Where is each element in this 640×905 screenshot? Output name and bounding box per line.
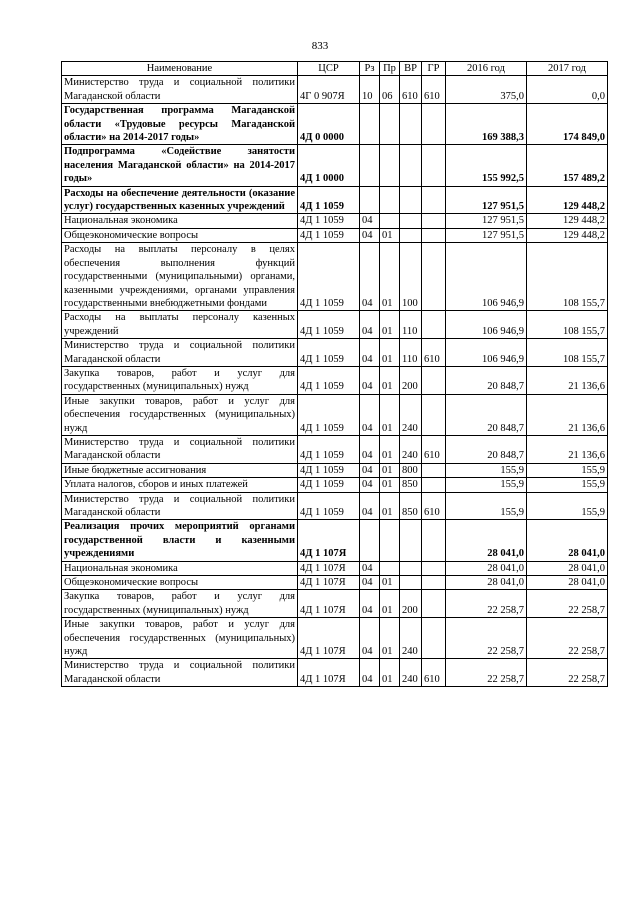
cell-2017: 0,0 bbox=[527, 76, 608, 104]
cell-gr bbox=[422, 228, 446, 242]
header-gr: ГР bbox=[422, 62, 446, 76]
cell-pr: 01 bbox=[380, 590, 400, 618]
cell-2016: 155,9 bbox=[446, 463, 527, 477]
cell-rz: 04 bbox=[360, 618, 380, 659]
cell-vr: 240 bbox=[400, 659, 422, 687]
cell-gr bbox=[422, 366, 446, 394]
cell-rz: 04 bbox=[360, 492, 380, 520]
cell-pr: 06 bbox=[380, 76, 400, 104]
cell-2016: 28 041,0 bbox=[446, 576, 527, 590]
cell-name: Уплата налогов, сборов и иных платежей bbox=[62, 478, 298, 492]
cell-pr: 01 bbox=[380, 492, 400, 520]
cell-2016: 375,0 bbox=[446, 76, 527, 104]
cell-2016: 22 258,7 bbox=[446, 659, 527, 687]
cell-csr: 4Д 0 0000 bbox=[298, 104, 360, 145]
cell-2016: 28 041,0 bbox=[446, 520, 527, 561]
cell-name: Министерство труда и социальной политики Магаданской области bbox=[62, 76, 298, 104]
table-row bbox=[62, 520, 608, 561]
cell-name: Расходы на выплаты персоналу казенных учреждений bbox=[62, 311, 298, 339]
header-rz: Рз bbox=[360, 62, 380, 76]
cell-2016: 169 388,3 bbox=[446, 104, 527, 145]
cell-rz: 04 bbox=[360, 366, 380, 394]
cell-2017: 129 448,2 bbox=[527, 186, 608, 214]
cell-csr: 4Д 1 1059 bbox=[298, 311, 360, 339]
cell-2016: 106 946,9 bbox=[446, 311, 527, 339]
cell-pr bbox=[380, 145, 400, 186]
cell-pr: 01 bbox=[380, 435, 400, 463]
cell-gr bbox=[422, 394, 446, 435]
cell-2017: 21 136,6 bbox=[527, 366, 608, 394]
cell-2016: 20 848,7 bbox=[446, 394, 527, 435]
cell-vr: 110 bbox=[400, 339, 422, 367]
cell-rz: 04 bbox=[360, 659, 380, 687]
cell-2016: 28 041,0 bbox=[446, 561, 527, 575]
table-row bbox=[62, 576, 608, 590]
cell-rz: 04 bbox=[360, 228, 380, 242]
cell-2017: 155,9 bbox=[527, 463, 608, 477]
table-row bbox=[62, 339, 608, 367]
cell-name: Иные закупки товаров, работ и услуг для обеспечения государственных (муниципальных) нужд bbox=[62, 618, 298, 659]
table-row bbox=[62, 145, 608, 186]
table-row bbox=[62, 492, 608, 520]
cell-vr: 240 bbox=[400, 394, 422, 435]
cell-gr: 610 bbox=[422, 339, 446, 367]
cell-vr bbox=[400, 561, 422, 575]
table-row bbox=[62, 186, 608, 214]
cell-gr bbox=[422, 104, 446, 145]
table-body bbox=[62, 76, 608, 687]
cell-gr bbox=[422, 590, 446, 618]
cell-vr: 800 bbox=[400, 463, 422, 477]
cell-rz bbox=[360, 104, 380, 145]
cell-pr bbox=[380, 561, 400, 575]
cell-pr: 01 bbox=[380, 339, 400, 367]
cell-csr: 4Д 1 107Я bbox=[298, 520, 360, 561]
cell-rz: 04 bbox=[360, 394, 380, 435]
cell-name: Министерство труда и социальной политики Магаданской области bbox=[62, 339, 298, 367]
cell-csr: 4Д 1 1059 bbox=[298, 243, 360, 311]
cell-name: Общеэкономические вопросы bbox=[62, 576, 298, 590]
cell-pr bbox=[380, 214, 400, 228]
cell-name: Иные бюджетные ассигнования bbox=[62, 463, 298, 477]
cell-2017: 108 155,7 bbox=[527, 311, 608, 339]
cell-2017: 157 489,2 bbox=[527, 145, 608, 186]
cell-name: Национальная экономика bbox=[62, 561, 298, 575]
cell-name: Закупка товаров, работ и услуг для государственных (муниципальных) нужд bbox=[62, 366, 298, 394]
table-header-row bbox=[62, 62, 608, 76]
table-row bbox=[62, 659, 608, 687]
table-row bbox=[62, 366, 608, 394]
table-row bbox=[62, 228, 608, 242]
cell-pr: 01 bbox=[380, 478, 400, 492]
cell-csr: 4Д 1 107Я bbox=[298, 590, 360, 618]
cell-gr bbox=[422, 243, 446, 311]
cell-vr: 240 bbox=[400, 435, 422, 463]
cell-rz: 04 bbox=[360, 214, 380, 228]
cell-rz bbox=[360, 145, 380, 186]
cell-csr: 4Д 1 107Я bbox=[298, 561, 360, 575]
cell-gr bbox=[422, 145, 446, 186]
cell-vr: 850 bbox=[400, 492, 422, 520]
cell-rz: 04 bbox=[360, 435, 380, 463]
cell-gr bbox=[422, 576, 446, 590]
cell-csr: 4Д 1 1059 bbox=[298, 339, 360, 367]
cell-2017: 22 258,7 bbox=[527, 590, 608, 618]
cell-name: Государственная программа Магаданской области «Трудовые ресурсы Магаданской области» на 2014-2017 годы» bbox=[62, 104, 298, 145]
header-csr: ЦСР bbox=[298, 62, 360, 76]
cell-2016: 127 951,5 bbox=[446, 186, 527, 214]
cell-csr: 4Д 1 107Я bbox=[298, 618, 360, 659]
cell-gr: 610 bbox=[422, 492, 446, 520]
cell-2017: 129 448,2 bbox=[527, 214, 608, 228]
cell-csr: 4Д 1 1059 bbox=[298, 214, 360, 228]
header-name: Наименование bbox=[62, 62, 298, 76]
cell-gr bbox=[422, 618, 446, 659]
cell-rz: 04 bbox=[360, 311, 380, 339]
header-pr: Пр bbox=[380, 62, 400, 76]
cell-gr: 610 bbox=[422, 659, 446, 687]
cell-gr bbox=[422, 186, 446, 214]
cell-csr: 4Д 1 1059 bbox=[298, 478, 360, 492]
cell-vr: 240 bbox=[400, 618, 422, 659]
table-row bbox=[62, 561, 608, 575]
cell-2017: 28 041,0 bbox=[527, 520, 608, 561]
cell-vr: 100 bbox=[400, 243, 422, 311]
header-2016: 2016 год bbox=[446, 62, 527, 76]
cell-2017: 22 258,7 bbox=[527, 618, 608, 659]
cell-gr bbox=[422, 311, 446, 339]
header-vr: ВР bbox=[400, 62, 422, 76]
cell-vr bbox=[400, 104, 422, 145]
cell-vr bbox=[400, 228, 422, 242]
cell-rz: 04 bbox=[360, 478, 380, 492]
cell-2016: 155,9 bbox=[446, 478, 527, 492]
cell-csr: 4Д 1 1059 bbox=[298, 492, 360, 520]
cell-csr: 4Г 0 907Я bbox=[298, 76, 360, 104]
cell-name: Национальная экономика bbox=[62, 214, 298, 228]
cell-pr: 01 bbox=[380, 463, 400, 477]
table-row bbox=[62, 76, 608, 104]
cell-csr: 4Д 1 1059 bbox=[298, 435, 360, 463]
cell-rz bbox=[360, 186, 380, 214]
cell-gr bbox=[422, 561, 446, 575]
cell-rz: 04 bbox=[360, 243, 380, 311]
table-row bbox=[62, 618, 608, 659]
cell-name: Министерство труда и социальной политики Магаданской области bbox=[62, 492, 298, 520]
cell-vr: 850 bbox=[400, 478, 422, 492]
cell-name: Министерство труда и социальной политики Магаданской области bbox=[62, 435, 298, 463]
cell-2016: 127 951,5 bbox=[446, 228, 527, 242]
cell-name: Подпрограмма «Содействие занятости населения Магаданской области» на 2014-2017 годы» bbox=[62, 145, 298, 186]
cell-2017: 21 136,6 bbox=[527, 394, 608, 435]
table-row bbox=[62, 478, 608, 492]
cell-vr bbox=[400, 145, 422, 186]
cell-csr: 4Д 1 1059 bbox=[298, 228, 360, 242]
cell-2017: 108 155,7 bbox=[527, 339, 608, 367]
cell-2016: 22 258,7 bbox=[446, 618, 527, 659]
cell-gr bbox=[422, 478, 446, 492]
table-row bbox=[62, 394, 608, 435]
cell-2017: 22 258,7 bbox=[527, 659, 608, 687]
cell-name: Общеэкономические вопросы bbox=[62, 228, 298, 242]
cell-name: Расходы на выплаты персоналу в целях обеспечения выполнения функций государственными (муниципальными) органами, казенными учреждениями, органами управления государственными внебюджетными фондами bbox=[62, 243, 298, 311]
cell-2016: 106 946,9 bbox=[446, 339, 527, 367]
cell-pr: 01 bbox=[380, 311, 400, 339]
cell-2016: 20 848,7 bbox=[446, 435, 527, 463]
cell-2016: 22 258,7 bbox=[446, 590, 527, 618]
cell-2017: 28 041,0 bbox=[527, 561, 608, 575]
cell-2016: 155 992,5 bbox=[446, 145, 527, 186]
cell-vr: 200 bbox=[400, 590, 422, 618]
cell-pr: 01 bbox=[380, 394, 400, 435]
cell-vr bbox=[400, 520, 422, 561]
cell-pr: 01 bbox=[380, 366, 400, 394]
header-2017: 2017 год bbox=[527, 62, 608, 76]
cell-name: Расходы на обеспечение деятельности (оказание услуг) государственных казенных учреждений bbox=[62, 186, 298, 214]
cell-name: Министерство труда и социальной политики Магаданской области bbox=[62, 659, 298, 687]
cell-gr bbox=[422, 214, 446, 228]
cell-csr: 4Д 1 0000 bbox=[298, 145, 360, 186]
cell-vr bbox=[400, 186, 422, 214]
cell-vr bbox=[400, 576, 422, 590]
cell-gr: 610 bbox=[422, 435, 446, 463]
cell-pr: 01 bbox=[380, 618, 400, 659]
table-row bbox=[62, 590, 608, 618]
cell-rz: 04 bbox=[360, 339, 380, 367]
budget-table bbox=[61, 61, 608, 687]
cell-2016: 106 946,9 bbox=[446, 243, 527, 311]
cell-csr: 4Д 1 107Я bbox=[298, 576, 360, 590]
cell-gr: 610 bbox=[422, 76, 446, 104]
cell-name: Реализация прочих мероприятий органами государственной власти и казенными учреждениями bbox=[62, 520, 298, 561]
cell-csr: 4Д 1 107Я bbox=[298, 659, 360, 687]
table-row bbox=[62, 243, 608, 311]
table-row bbox=[62, 463, 608, 477]
cell-name: Иные закупки товаров, работ и услуг для обеспечения государственных (муниципальных) нужд bbox=[62, 394, 298, 435]
cell-2017: 129 448,2 bbox=[527, 228, 608, 242]
cell-rz: 04 bbox=[360, 561, 380, 575]
cell-pr: 01 bbox=[380, 659, 400, 687]
cell-2016: 20 848,7 bbox=[446, 366, 527, 394]
cell-csr: 4Д 1 1059 bbox=[298, 463, 360, 477]
cell-2017: 108 155,7 bbox=[527, 243, 608, 311]
table-row bbox=[62, 311, 608, 339]
cell-2017: 21 136,6 bbox=[527, 435, 608, 463]
cell-2017: 174 849,0 bbox=[527, 104, 608, 145]
cell-vr: 200 bbox=[400, 366, 422, 394]
cell-vr: 610 bbox=[400, 76, 422, 104]
page-number: 833 bbox=[311, 40, 329, 52]
cell-csr: 4Д 1 1059 bbox=[298, 394, 360, 435]
cell-gr bbox=[422, 520, 446, 561]
cell-rz: 04 bbox=[360, 463, 380, 477]
cell-pr: 01 bbox=[380, 243, 400, 311]
cell-pr: 01 bbox=[380, 576, 400, 590]
table-row bbox=[62, 435, 608, 463]
cell-vr: 110 bbox=[400, 311, 422, 339]
cell-rz bbox=[360, 520, 380, 561]
cell-csr: 4Д 1 1059 bbox=[298, 186, 360, 214]
table-row bbox=[62, 104, 608, 145]
cell-2016: 127 951,5 bbox=[446, 214, 527, 228]
cell-2017: 28 041,0 bbox=[527, 576, 608, 590]
cell-vr bbox=[400, 214, 422, 228]
cell-rz: 04 bbox=[360, 590, 380, 618]
cell-2017: 155,9 bbox=[527, 478, 608, 492]
cell-pr: 01 bbox=[380, 228, 400, 242]
cell-2016: 155,9 bbox=[446, 492, 527, 520]
table-row bbox=[62, 214, 608, 228]
cell-gr bbox=[422, 463, 446, 477]
cell-pr bbox=[380, 186, 400, 214]
cell-csr: 4Д 1 1059 bbox=[298, 366, 360, 394]
cell-rz: 04 bbox=[360, 576, 380, 590]
cell-name: Закупка товаров, работ и услуг для государственных (муниципальных) нужд bbox=[62, 590, 298, 618]
cell-2017: 155,9 bbox=[527, 492, 608, 520]
cell-rz: 10 bbox=[360, 76, 380, 104]
cell-pr bbox=[380, 104, 400, 145]
cell-pr bbox=[380, 520, 400, 561]
